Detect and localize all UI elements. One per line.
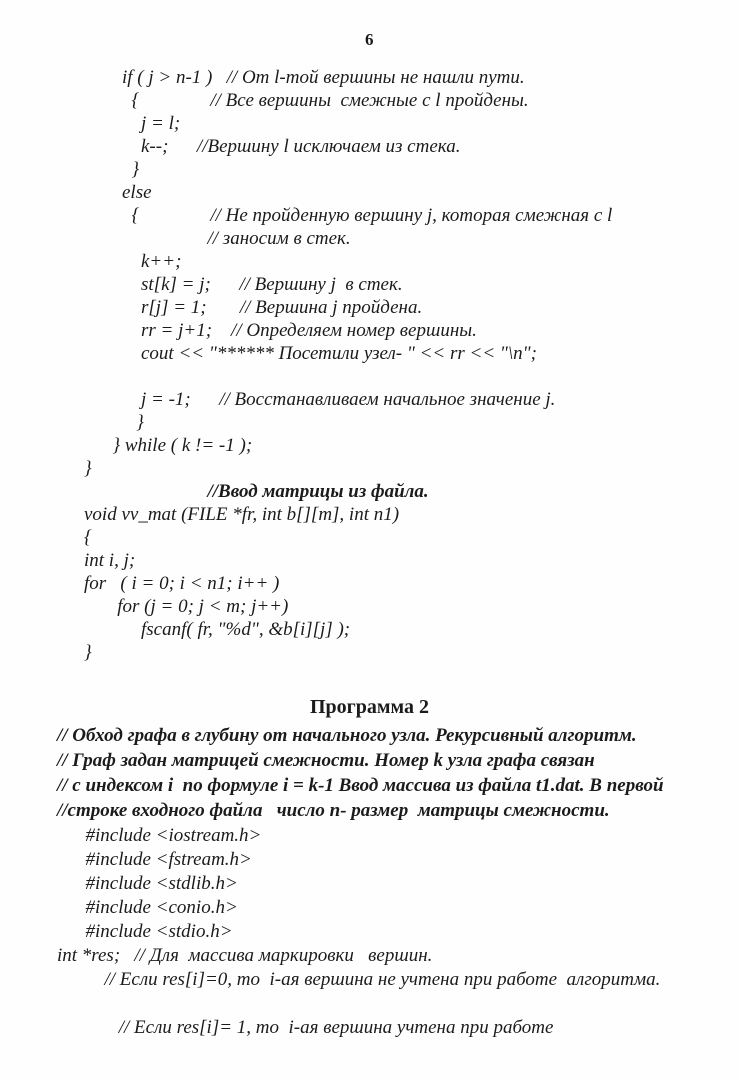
text-line: #include <iostream.h> (57, 825, 262, 846)
text-line (57, 992, 739, 1016)
text-line: // Если res[i]=0, то i-ая вершина не учтена при работе алгоритма. (57, 969, 661, 990)
text-line: } while ( k != -1 ); (84, 435, 253, 456)
program2-heading: Программа 2 (310, 696, 429, 718)
text-line: r[j] = 1; // Вершина j пройдена. (84, 297, 423, 318)
text-line: rr = j+1; // Определяем номер вершины. (84, 320, 477, 341)
text-line: else (84, 182, 152, 203)
text-line: k--; //Вершину l исключаем из стека. (84, 136, 461, 157)
text-line: // Обход графа в глубину от начального узла. Рекурсивный алгоритм. (57, 725, 637, 746)
text-line (84, 365, 739, 388)
text-line: fscanf( fr, "%d", &b[i][j] ); (84, 619, 351, 640)
program2-code-block (0, 824, 739, 1040)
text-line: int *res; // Для массива маркировки вершин. (57, 945, 433, 966)
text-line: // с индексом i по формуле i = k-1 Ввод массива из файла t1.dat. В первой (57, 775, 664, 796)
text-line: for (j = 0; j < m; j++) (84, 596, 289, 617)
text-line: #include <stdlib.h> (57, 873, 238, 894)
text-line: #include <conio.h> (57, 897, 238, 918)
text-line: // Если res[i]= 1, то i-ая вершина учтена при работе (57, 1017, 554, 1038)
program1-code-block (0, 66, 739, 664)
text-line: int i, j; (84, 550, 136, 571)
text-line: } (84, 458, 92, 479)
text-line: j = l; (84, 113, 181, 134)
text-line: // заносим в стек. (84, 228, 351, 249)
text-line: } (84, 642, 92, 663)
program2-description-block (0, 723, 739, 823)
text-line: // Граф задан матрицей смежности. Номер k узла графа связан (57, 750, 595, 771)
text-line: j = -1; // Восстанавливаем начальное значение j. (84, 389, 556, 410)
text-line: void vv_mat (FILE *fr, int b[][m], int n1) (84, 504, 400, 525)
text-line: #include <stdio.h> (57, 921, 233, 942)
text-line: cout << "****** Посетили узел- " << rr << "\n"; (84, 343, 537, 364)
page-number: 6 (365, 30, 374, 49)
text-line: if ( j > n-1 ) // От l-той вершины не нашли пути. (84, 67, 525, 88)
text-line: //Ввод матрицы из файла. (84, 481, 429, 502)
text-line: } (84, 412, 144, 433)
text-line: //строке входного файла число n- размер матрицы смежности. (57, 800, 610, 821)
text-line: st[k] = j; // Вершину j в стек. (84, 274, 403, 295)
text-line: { // Не пройденную вершину j, которая смежная с l (84, 205, 613, 226)
text-line: } (84, 159, 140, 180)
text-line: { (84, 527, 92, 548)
text-line: for ( i = 0; i < n1; i++ ) (84, 573, 280, 594)
text-line: { // Все вершины смежные с l пройдены. (84, 90, 529, 111)
text-line: k++; (84, 251, 182, 272)
text-line: #include <fstream.h> (57, 849, 252, 870)
